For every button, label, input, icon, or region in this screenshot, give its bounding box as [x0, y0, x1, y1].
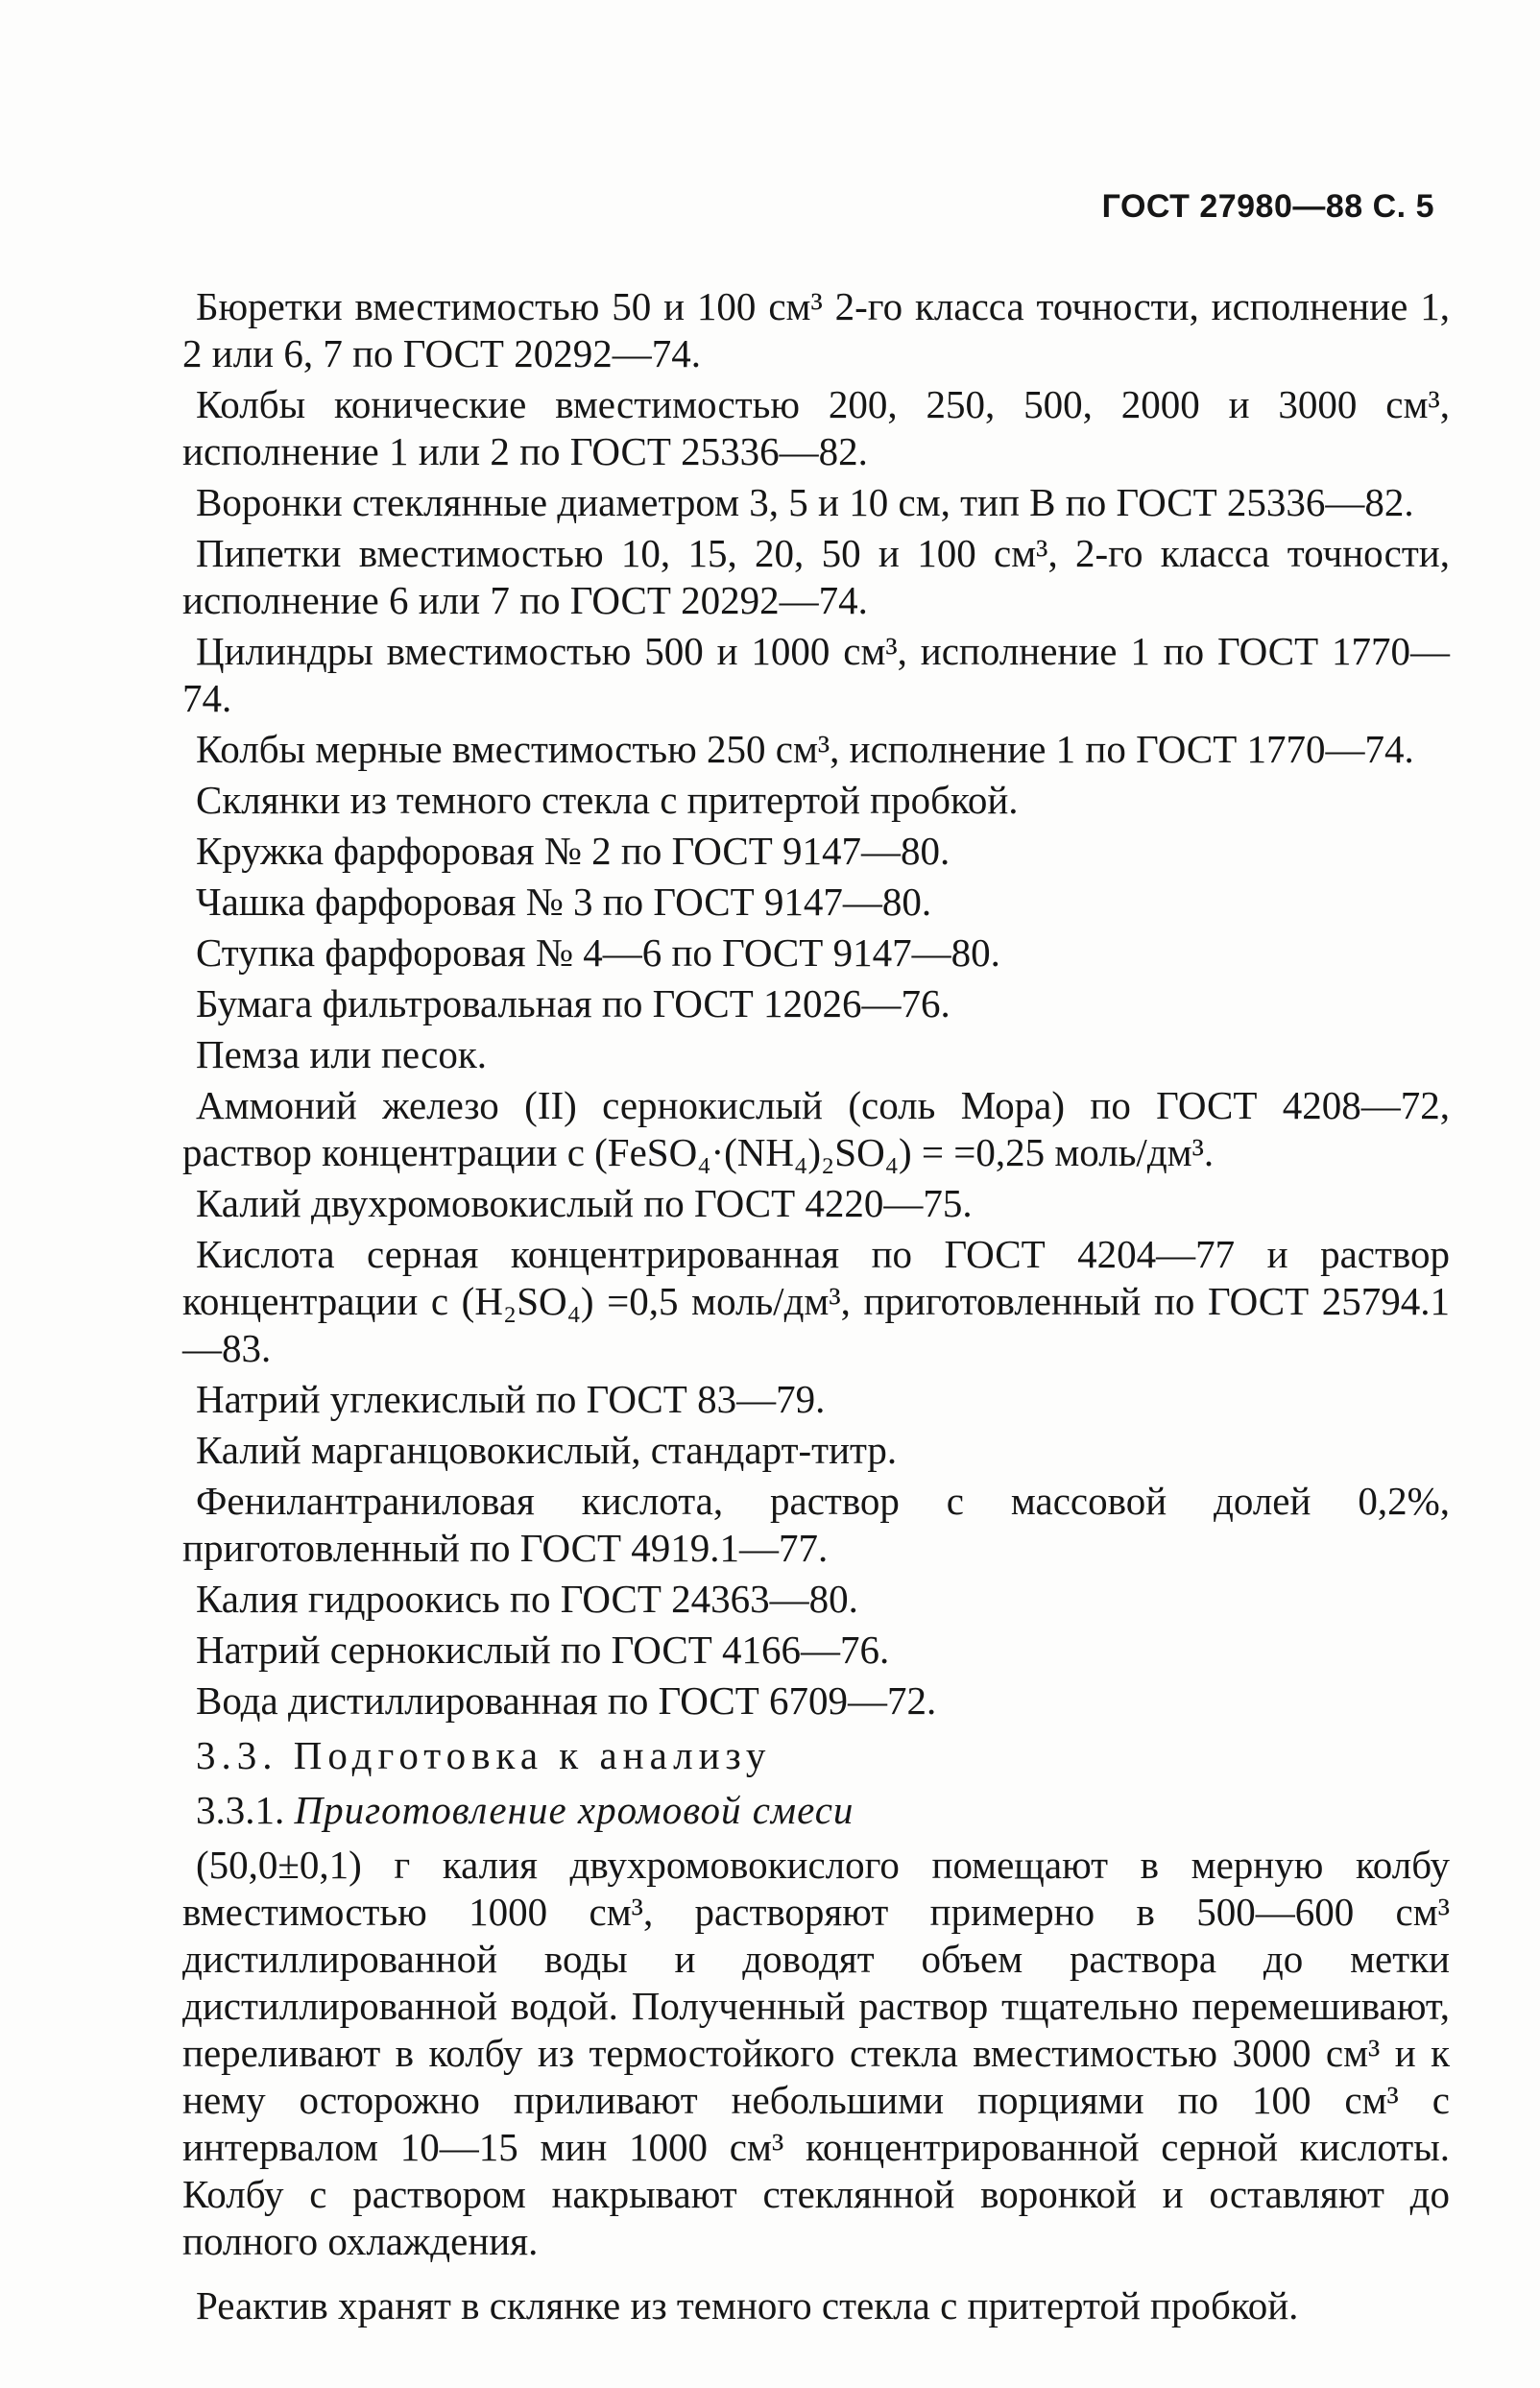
subsection-title: Приготовление хромовой смеси — [294, 1788, 854, 1832]
list-item-pumice: Пемза или песок. — [196, 1032, 488, 1076]
list-item-volumetric-flasks: Колбы мерные вместимостью 250 см³, исполнение 1 по ГОСТ 1770—74. — [196, 727, 1414, 771]
list-item-sodium-sulfate: Натрий сернокислый по ГОСТ 4166—76. — [196, 1628, 890, 1672]
list-item-sulfuric-acid: Кислота серная концентрированная по ГОСТ 4204—77 и раствор концентрации с (H₂SO₄) =0,5 моль/дм³, приготовленный по ГОСТ 25794.1—83. — [182, 1232, 1450, 1370]
list-item-mohr-salt: Аммоний железо (II) сернокислый (соль Мора) по ГОСТ 4208—72, раствор концентрации с (FeSO₄·(NH₄)₂SO₄) = =0,25 моль/дм³. — [182, 1083, 1450, 1174]
list-item-dark-glass-bottles: Склянки из темного стекла с притертой пробкой. — [196, 778, 1019, 822]
list-item-phenylanthranilic-acid: Фенилантраниловая кислота, раствор с массовой долей 0,2%, приготовленный по ГОСТ 4919.1—77. — [182, 1479, 1450, 1570]
list-item-burettes: Бюретки вместимостью 50 и 100 см³ 2-го класса точности, исполнение 1, 2 или 6, 7 по ГОСТ 20292—74. — [182, 284, 1450, 375]
list-item-potassium-hydroxide: Калия гидроокись по ГОСТ 24363—80. — [196, 1577, 858, 1621]
procedure-paragraph: (50,0±0,1) г калия двухромовокислого помещают в мерную колбу вместимостью 1000 см³, растворяют примерно в 500—600 см³ дистиллированной воды и доводят объем раствора до метки дистиллированной водой. Полученный раствор тщательно перемешивают, переливают в колбу из термостойкого стекла вместимостью 3000 см³ и к нему осторожно приливают небольшими порциями по 100 см³ с интервалом 10—15 мин 1000 см³ концентрированной серной кислоты. Колбу с раствором накрывают стеклянной воронкой и оставляют до полного охлаждения. — [182, 1843, 1450, 2263]
list-item-sodium-carbonate: Натрий углекислый по ГОСТ 83—79. — [196, 1377, 826, 1421]
list-item-pipettes: Пипетки вместимостью 10, 15, 20, 50 и 100 см³, 2-го класса точности, исполнение 6 или 7 по ГОСТ 20292—74. — [182, 531, 1450, 622]
list-item-filter-paper: Бумага фильтровальная по ГОСТ 12026—76. — [196, 981, 950, 1025]
section-heading: 3.3. Подготовка к анализу — [196, 1733, 772, 1777]
list-item-porcelain-mug: Кружка фарфоровая № 2 по ГОСТ 9147—80. — [196, 829, 950, 873]
list-item-porcelain-mortar: Ступка фарфоровая № 4—6 по ГОСТ 9147—80. — [196, 930, 1000, 975]
list-item-potassium-permanganate: Калий марганцовокислый, стандарт-титр. — [196, 1428, 898, 1472]
list-item-conical-flasks: Колбы конические вместимостью 200, 250, 500, 2000 и 3000 см³, исполнение 1 или 2 по ГОСТ 25336—82. — [182, 382, 1450, 473]
list-item-funnels: Воронки стеклянные диаметром 3, 5 и 10 см, тип В по ГОСТ 25336—82. — [196, 480, 1414, 524]
list-item-distilled-water: Вода дистиллированная по ГОСТ 6709—72. — [196, 1678, 937, 1723]
list-item-cylinders: Цилиндры вместимостью 500 и 1000 см³, исполнение 1 по ГОСТ 1770—74. — [182, 629, 1450, 720]
running-title: ГОСТ 27980—88 С. 5 — [1101, 188, 1434, 225]
storage-paragraph: Реактив хранят в склянке из темного стекла с притертой пробкой. — [196, 2283, 1299, 2328]
list-item-potassium-dichromate: Калий двухромовокислый по ГОСТ 4220—75. — [196, 1181, 973, 1225]
document-body — [182, 283, 1450, 2333]
subsection-heading — [182, 1787, 1450, 1834]
list-item-porcelain-cup: Чашка фарфоровая № 3 по ГОСТ 9147—80. — [196, 880, 932, 924]
subsection-number: 3.3.1. — [196, 1788, 285, 1832]
